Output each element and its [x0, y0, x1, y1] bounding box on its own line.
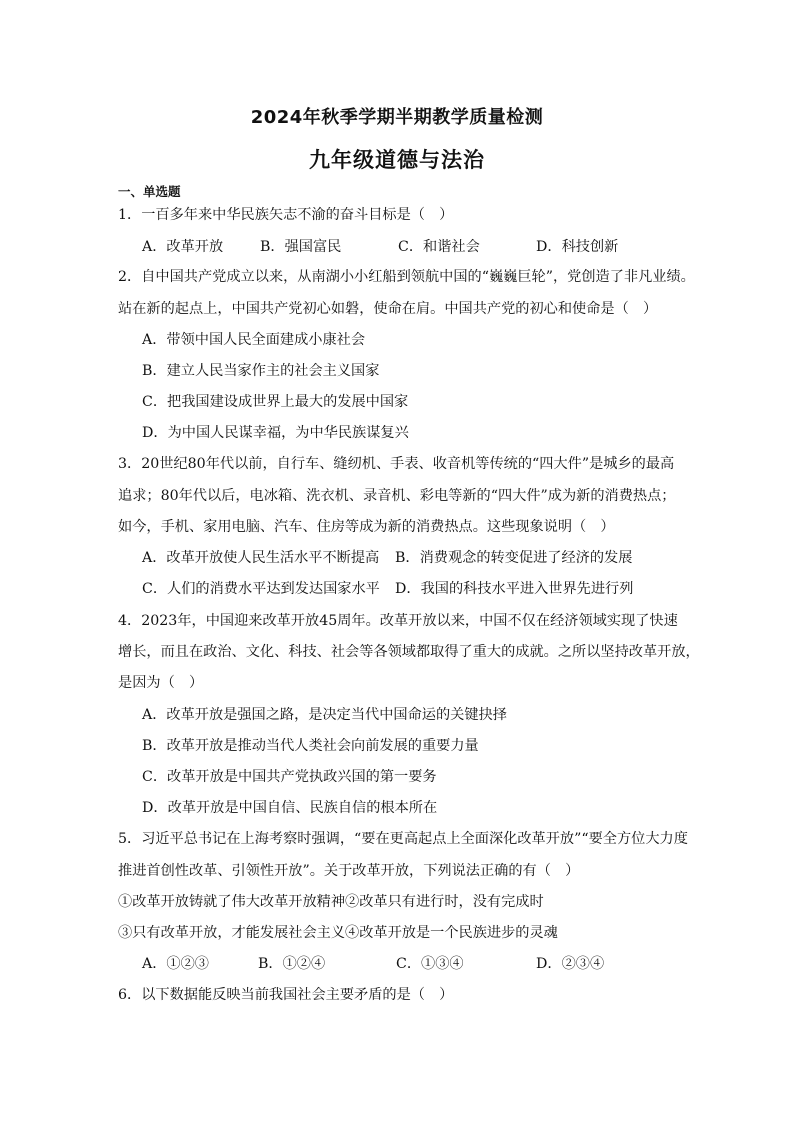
q3-option-a: A．改革开放使人民生活水平不断提高	[142, 550, 380, 566]
q5-option-c: C．①③④	[396, 956, 464, 972]
question-3-stem-line-2: 追求；80年代以后，电冰箱、洗衣机、录音机、彩电等新的“四大件”成为新的消费热点；	[118, 488, 676, 504]
question-5-statement-line-2: ③只有改革开放，才能发展社会主义④改革开放是一个民族进步的灵魂	[118, 925, 558, 941]
q1-option-b: B．强国富民	[260, 239, 342, 255]
q2-option-d: D．为中国人民谋幸福，为中华民族谋复兴	[142, 425, 409, 441]
q5-option-b: B．①②④	[258, 956, 326, 972]
question-5-statement-line-1: ①改革开放铸就了伟大改革开放精神②改革只有进行时，没有完成时	[118, 894, 544, 910]
question-3-stem-line-3: 如今，手机、家用电脑、汽车、住房等成为新的消费热点。这些现象说明（ ）	[118, 519, 615, 535]
q1-option-c: C．和谐社会	[398, 239, 480, 255]
q2-option-a: A．带领中国人民全面建成小康社会	[142, 332, 366, 348]
question-4-stem-line-1: 4．2023年，中国迎来改革开放45周年。改革开放以来，中国不仅在经济领域实现了快速	[118, 613, 678, 629]
question-3-stem-line-1: 3．20世纪80年代以前，自行车、缝纫机、手表、收音机等传统的“四大件”是城乡的最高	[118, 456, 675, 472]
question-2-stem-line-2: 站在新的起点上，中国共产党初心如磐，使命在肩。中国共产党的初心和使命是（ ）	[118, 301, 658, 317]
question-4-stem-line-2: 增长，而且在政治、文化、科技、社会等各领域都取得了重大的成就。之所以坚持改革开放，	[118, 644, 700, 660]
q4-option-a: A．改革开放是强国之路，是决定当代中国命运的关键抉择	[142, 707, 507, 723]
q2-option-c: C．把我国建设成世界上最大的发展中国家	[142, 394, 409, 410]
question-1-stem: 1．一百多年来中华民族矢志不渝的奋斗目标是（ ）	[118, 207, 454, 223]
q3-option-d: D．我国的科技水平进入世界先进行列	[395, 581, 634, 597]
question-2-stem-line-1: 2．自中国共产党成立以来，从南湖小小红船到领航中国的“巍巍巨轮”，党创造了非凡业绩。	[118, 269, 695, 285]
q3-option-c: C．人们的消费水平达到发达国家水平	[142, 581, 380, 597]
exam-title: 2024年秋季学期半期教学质量检测	[250, 107, 544, 128]
q1-option-a: A．改革开放	[142, 239, 224, 255]
question-4-stem-line-3: 是因为（ ）	[118, 675, 204, 691]
q4-option-d: D．改革开放是中国自信、民族自信的根本所在	[142, 800, 438, 816]
q3-option-b: B．消费观念的转变促进了经济的发展	[395, 550, 633, 566]
q1-option-d: D．科技创新	[536, 239, 619, 255]
section-heading: 一、单选题	[118, 184, 181, 199]
q5-option-a: A．①②③	[142, 956, 209, 972]
q2-option-b: B．建立人民当家作主的社会主义国家	[142, 363, 380, 379]
q4-option-c: C．改革开放是中国共产党执政兴国的第一要务	[142, 769, 437, 785]
q5-option-d: D．②③④	[536, 956, 605, 972]
q4-option-b: B．改革开放是推动当代人类社会向前发展的重要力量	[142, 738, 479, 754]
question-6-stem: 6．以下数据能反映当前我国社会主要矛盾的是（ ）	[118, 987, 454, 1003]
exam-subject: 九年级道德与法治	[309, 148, 485, 172]
question-5-stem-line-1: 5．习近平总书记在上海考察时强调，“要在更高起点上全面深化改革开放”“要全方位大力度	[118, 831, 688, 847]
question-5-stem-line-2: 推进首创性改革、引领性开放”。关于改革开放，下列说法正确的有（ ）	[118, 863, 580, 879]
